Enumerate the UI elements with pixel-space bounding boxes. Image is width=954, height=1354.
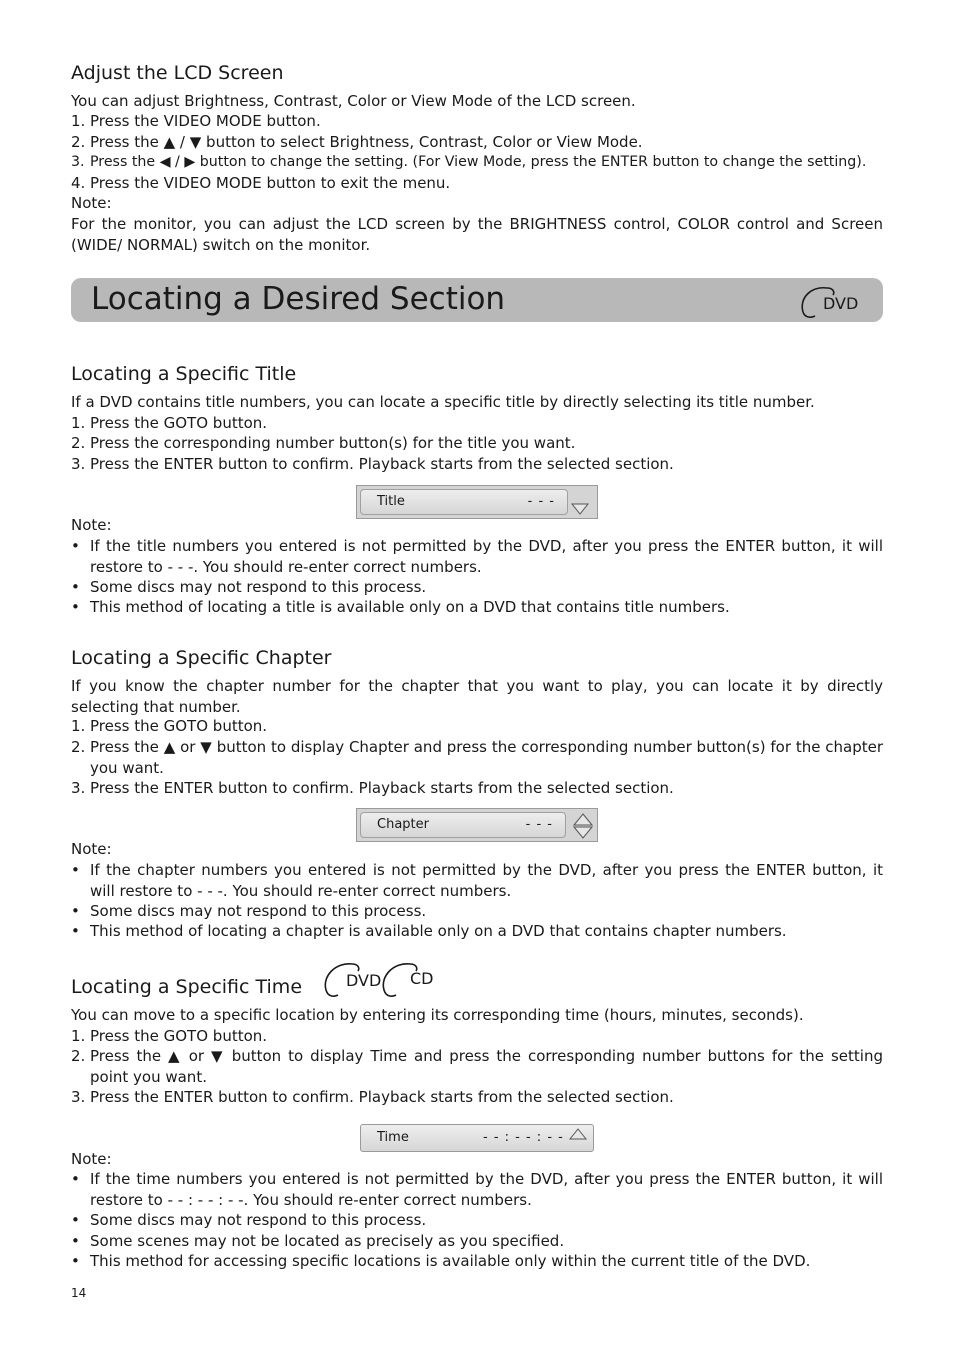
time-note-item: • If the time numbers you entered is not permitted by the DVD, after you press the ENTER button, it will restore to - - : - - : - -. You should re-enter correct numbers.	[71, 1170, 883, 1209]
time-note-item: • Some discs may not respond to this process.	[71, 1211, 427, 1229]
chapter-intro: If you know the chapter number for the chapter that you want to play, you can locate it by directly selecting that number.	[71, 677, 883, 716]
title-osd-value: - - -	[527, 494, 555, 509]
title-note-label: Note:	[71, 516, 112, 534]
title-step: 3. Press the ENTER button to confirm. Playback starts from the selected section.	[71, 455, 674, 473]
lcd-step: 4. Press the VIDEO MODE button to exit the menu.	[71, 174, 451, 192]
time-note-item: • This method for accessing specific locations is available only within the current title of the DVD.	[71, 1252, 811, 1270]
page-number: 14	[71, 1286, 87, 1300]
chapter-osd-display	[356, 808, 598, 842]
chapter-step: 3. Press the ENTER button to confirm. Playback starts from the selected section.	[71, 779, 674, 797]
chapter-note-label: Note:	[71, 840, 112, 858]
section-banner	[71, 278, 883, 322]
title-intro: If a DVD contains title numbers, you can locate a specific title by directly selecting its title number.	[71, 393, 815, 411]
svg-text:CD: CD	[410, 969, 434, 988]
lcd-note-label: Note:	[71, 194, 112, 212]
dvd-logo-icon	[797, 284, 863, 320]
triangle-down-icon	[571, 503, 589, 515]
time-step: 2. Press the ▲ or ▼ button to display Time and press the corresponding number buttons for the setting point you want.	[71, 1047, 883, 1086]
triangle-up-icon	[569, 1128, 587, 1140]
time-heading: Locating a Specific Time	[71, 976, 303, 998]
title-note-item: • Some discs may not respond to this process.	[71, 578, 427, 596]
time-step: 3. Press the ENTER button to confirm. Playback starts from the selected section.	[71, 1088, 674, 1106]
title-osd-label: Title	[377, 494, 405, 509]
chapter-heading: Locating a Specific Chapter	[71, 647, 332, 669]
title-osd-display	[356, 485, 598, 519]
title-step: 1. Press the GOTO button.	[71, 414, 268, 432]
lcd-note-text: For the monitor, you can adjust the LCD screen by the BRIGHTNESS control, COLOR control and Screen (WIDE/ NORMAL) switch on the monitor.	[71, 215, 883, 254]
lcd-step: 2. Press the ▲ / ▼ button to select Brightness, Contrast, Color or View Mode.	[71, 133, 643, 151]
chapter-step: 2. Press the ▲ or ▼ button to display Chapter and press the corresponding number button(s) for the chapter you want.	[71, 738, 883, 777]
chapter-note-item: • Some discs may not respond to this process.	[71, 902, 427, 920]
time-osd-display	[360, 1124, 594, 1152]
dvd-cd-logo-icon	[320, 960, 440, 1000]
time-osd-value: - - : - - : - -	[483, 1130, 564, 1145]
lcd-step: 3. Press the ◀ / ▶ button to change the setting. (For View Mode, press the ENTER button to change the setting).	[71, 154, 867, 170]
lcd-heading: Adjust the LCD Screen	[71, 62, 284, 84]
chapter-osd-label: Chapter	[377, 817, 429, 832]
chapter-note-item: • This method of locating a chapter is available only on a DVD that contains chapter numbers.	[71, 922, 787, 940]
time-intro: You can move to a specific location by entering its corresponding time (hours, minutes, seconds).	[71, 1006, 804, 1024]
time-note-item: • Some scenes may not be located as precisely as you specified.	[71, 1232, 565, 1250]
svg-text:DVD: DVD	[346, 971, 382, 990]
title-note-item: • If the title numbers you entered is not permitted by the DVD, after you press the ENTER button, it will restore to - - -. You should re-enter correct numbers.	[71, 537, 883, 576]
title-note-item: • This method of locating a title is available only on a DVD that contains title numbers.	[71, 598, 730, 616]
chapter-note-item: • If the chapter numbers you entered is not permitted by the DVD, after you press the ENTER button, it will restore to - - -. You should re-enter correct numbers.	[71, 861, 883, 900]
chapter-osd-value: - - -	[525, 817, 553, 832]
title-step: 2. Press the corresponding number button(s) for the title you want.	[71, 434, 576, 452]
chapter-step: 1. Press the GOTO button.	[71, 717, 268, 735]
title-heading: Locating a Specific Title	[71, 363, 297, 385]
svg-text:DVD: DVD	[823, 294, 859, 313]
up-down-arrows-icon	[573, 813, 593, 839]
time-step: 1. Press the GOTO button.	[71, 1027, 268, 1045]
time-note-label: Note:	[71, 1150, 112, 1168]
lcd-step: 1. Press the VIDEO MODE button.	[71, 112, 321, 130]
time-osd-label: Time	[377, 1130, 409, 1145]
lcd-intro: You can adjust Brightness, Contrast, Color or View Mode of the LCD screen.	[71, 92, 636, 110]
banner-title: Locating a Desired Section	[91, 281, 506, 317]
